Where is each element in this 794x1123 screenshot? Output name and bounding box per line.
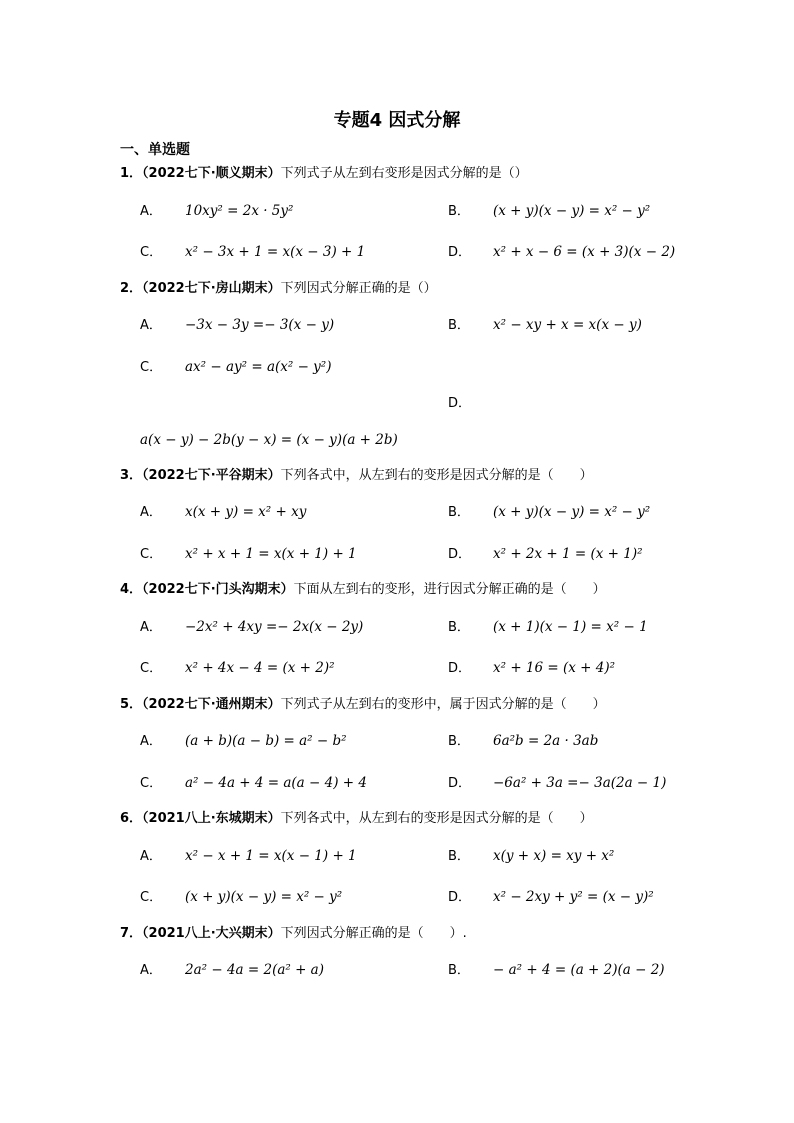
option-formula: − a² + 4 = (a + 2)(a − 2) bbox=[493, 962, 665, 978]
option-b[interactable] bbox=[448, 961, 665, 980]
option-label: D． bbox=[448, 661, 472, 676]
option-label: A． bbox=[140, 849, 162, 864]
option-d-formula: a(x − y) − 2b(y − x) = (x − y)(a + 2b) bbox=[140, 432, 398, 448]
option-formula: (x + 1)(x − 1) = x² − 1 bbox=[493, 619, 648, 635]
question-stem: 下列式子从左到右变形是因式分解的是（） bbox=[280, 166, 528, 181]
option-formula: x(x + y) = x² + xy bbox=[185, 504, 307, 520]
option-a[interactable] bbox=[140, 202, 293, 221]
option-label: B． bbox=[448, 963, 470, 978]
question-stem: 下列各式中，从左到右的变形是因式分解的是（ ） bbox=[280, 468, 593, 483]
question-stem: 下列各式中，从左到右的变形是因式分解的是（ ） bbox=[280, 811, 593, 826]
option-formula: x² + 16 = (x + 4)² bbox=[493, 660, 616, 676]
option-label: D． bbox=[448, 890, 472, 905]
option-a[interactable] bbox=[140, 618, 363, 637]
question-stem: 下列因式分解正确的是（ ）. bbox=[280, 926, 467, 941]
option-formula: −2x² + 4xy =− 2x(x − 2y) bbox=[185, 619, 364, 635]
question-7 bbox=[120, 925, 467, 943]
question-3 bbox=[120, 467, 593, 485]
option-formula: −6a² + 3a =− 3a(2a − 1) bbox=[493, 775, 667, 791]
option-label: B． bbox=[448, 505, 470, 520]
question-6 bbox=[120, 810, 593, 828]
option-c[interactable] bbox=[140, 659, 335, 678]
option-label: A． bbox=[140, 505, 162, 520]
option-b[interactable] bbox=[448, 732, 598, 751]
question-stem: 下列因式分解正确的是（） bbox=[280, 281, 437, 296]
option-formula: x² + x − 6 = (x + 3)(x − 2) bbox=[493, 244, 676, 260]
option-label: A． bbox=[140, 204, 162, 219]
option-a[interactable] bbox=[140, 961, 324, 980]
option-a[interactable] bbox=[140, 503, 306, 522]
option-formula: −3x − 3y =− 3(x − y) bbox=[185, 317, 335, 333]
option-d[interactable] bbox=[448, 395, 493, 413]
option-d[interactable] bbox=[448, 243, 675, 262]
question-5 bbox=[120, 696, 606, 714]
option-d[interactable] bbox=[448, 659, 615, 678]
option-c[interactable] bbox=[140, 888, 342, 907]
option-label: B． bbox=[448, 204, 470, 219]
option-label: A． bbox=[140, 318, 162, 333]
question-number: 5． bbox=[120, 697, 143, 712]
question-source: （2021八上·大兴期末） bbox=[142, 926, 281, 941]
option-d[interactable] bbox=[448, 774, 666, 793]
question-4 bbox=[120, 581, 606, 599]
option-label: B． bbox=[448, 318, 470, 333]
option-label: B． bbox=[448, 734, 470, 749]
question-source: （2021八上·东城期末） bbox=[142, 811, 281, 826]
option-formula: x² − xy + x = x(x − y) bbox=[493, 317, 642, 333]
option-formula: x² − x + 1 = x(x − 1) + 1 bbox=[185, 848, 357, 864]
option-a[interactable] bbox=[140, 847, 357, 866]
option-formula: x² − 3x + 1 = x(x − 3) + 1 bbox=[185, 244, 366, 260]
option-label: C． bbox=[140, 245, 163, 260]
option-a[interactable] bbox=[140, 732, 347, 751]
option-d[interactable] bbox=[448, 888, 654, 907]
option-b[interactable] bbox=[448, 316, 642, 335]
option-c[interactable] bbox=[140, 545, 357, 564]
option-label: D． bbox=[448, 547, 472, 562]
option-formula: x² + 2x + 1 = (x + 1)² bbox=[493, 546, 643, 562]
option-formula: x² + 4x − 4 = (x + 2)² bbox=[185, 660, 335, 676]
option-b[interactable] bbox=[448, 618, 648, 637]
question-number: 3． bbox=[120, 468, 143, 483]
option-formula: 10xy² = 2x · 5y² bbox=[185, 203, 294, 219]
section-heading: 一、单选题 bbox=[120, 142, 190, 158]
option-formula: ax² − ay² = a(x² − y²) bbox=[185, 359, 332, 375]
option-label: A． bbox=[140, 620, 162, 635]
option-label: D． bbox=[448, 776, 472, 791]
option-a[interactable] bbox=[140, 316, 334, 335]
option-formula: a² − 4a + 4 = a(a − 4) + 4 bbox=[185, 775, 367, 791]
question-stem: 下列式子从左到右的变形中，属于因式分解的是（ ） bbox=[280, 697, 606, 712]
option-formula: 6a²b = 2a · 3ab bbox=[493, 733, 599, 749]
option-label: B． bbox=[448, 620, 470, 635]
question-number: 6． bbox=[120, 811, 143, 826]
option-c[interactable] bbox=[140, 774, 367, 793]
question-source: （2022七下·门头沟期末） bbox=[142, 582, 294, 597]
question-source: （2022七下·顺义期末） bbox=[142, 166, 281, 181]
option-label: C． bbox=[140, 890, 163, 905]
question-number: 2． bbox=[120, 281, 143, 296]
option-label: C． bbox=[140, 547, 163, 562]
option-label: A． bbox=[140, 963, 162, 978]
option-formula: x(y + x) = xy + x² bbox=[493, 848, 615, 864]
option-label: C． bbox=[140, 776, 163, 791]
option-formula: (x + y)(x − y) = x² − y² bbox=[493, 203, 651, 219]
option-formula: x² − 2xy + y² = (x − y)² bbox=[493, 889, 654, 905]
question-source: （2022七下·平谷期末） bbox=[142, 468, 281, 483]
question-source: （2022七下·房山期末） bbox=[142, 281, 281, 296]
question-number: 7． bbox=[120, 926, 143, 941]
option-c[interactable] bbox=[140, 358, 332, 377]
option-label: D． bbox=[448, 245, 472, 260]
page-title: 专题4 因式分解 bbox=[333, 110, 461, 131]
option-formula: (a + b)(a − b) = a² − b² bbox=[185, 733, 347, 749]
option-b[interactable] bbox=[448, 202, 650, 221]
option-label: A． bbox=[140, 734, 162, 749]
option-label: C． bbox=[140, 661, 163, 676]
option-label: D． bbox=[448, 396, 472, 411]
question-number: 1． bbox=[120, 166, 143, 181]
question-number: 4． bbox=[120, 582, 143, 597]
option-formula: x² + x + 1 = x(x + 1) + 1 bbox=[185, 546, 357, 562]
option-formula: (x + y)(x − y) = x² − y² bbox=[185, 889, 343, 905]
option-b[interactable] bbox=[448, 503, 650, 522]
option-formula: 2a² − 4a = 2(a² + a) bbox=[185, 962, 325, 978]
option-d[interactable] bbox=[448, 545, 643, 564]
option-b[interactable] bbox=[448, 847, 614, 866]
question-stem: 下面从左到右的变形，进行因式分解正确的是（ ） bbox=[293, 582, 606, 597]
option-label: B． bbox=[448, 849, 470, 864]
question-2 bbox=[120, 280, 437, 298]
option-formula: (x + y)(x − y) = x² − y² bbox=[493, 504, 651, 520]
question-1 bbox=[120, 165, 528, 183]
question-source: （2022七下·通州期末） bbox=[142, 697, 281, 712]
option-c[interactable] bbox=[140, 243, 365, 262]
option-label: C． bbox=[140, 360, 163, 375]
